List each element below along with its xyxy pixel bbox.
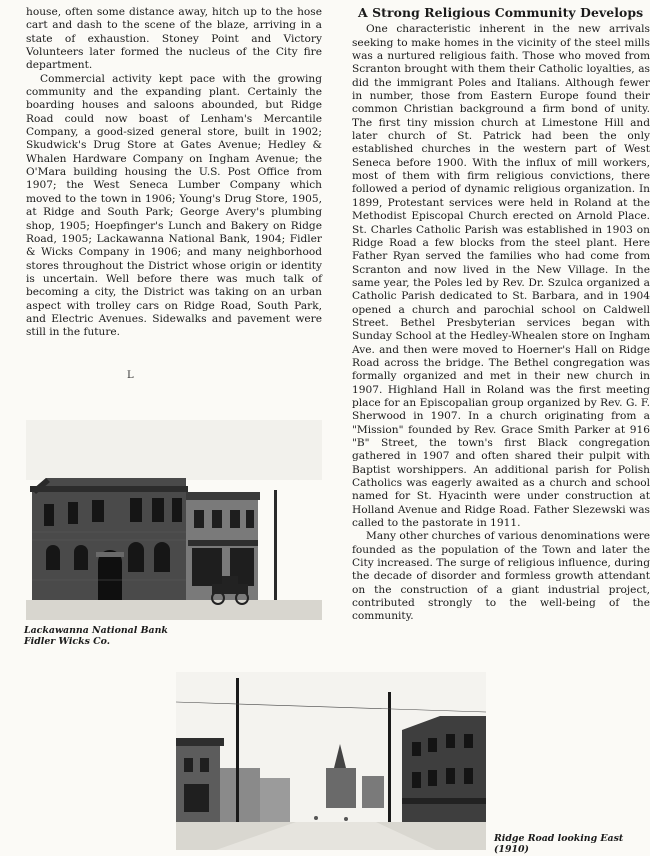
section-heading: A Strong Religious Community Develops bbox=[358, 5, 644, 20]
bank-caption-line-1: Lackawanna National Bank bbox=[24, 625, 168, 636]
bank-building-photo bbox=[26, 420, 322, 620]
left-column bbox=[26, 6, 322, 340]
left-paragraph-1: house, often some distance away, hitch up to the hose cart and dash to the scene of the blaze, arriving in a state of exhaustion. Stoney Point and Victory Volunteers later formed the nucleus of the City fire department. bbox=[26, 6, 322, 72]
left-paragraph-2: Commercial activity kept pace with the growing community and the expanding plant. Certainly the boarding houses and saloons abounded, but Ridge Road could now boast of Lenham's Mercantile Company, a good-sized general store, built in 1902; Skudwick's Drug Store at Gates Avenue; Hedley & Whalen Hardware Company on Ingham Avenue; the O'Mara building housing the U.S. Post Office from 1907; the West Seneca Lumber Company which moved to the town in 1906; Young's Drug Store, 1905, at Ridge and South Park; George Avery's plumbing shop, 1905; Hoepfinger's Lunch and Bakery on Ridge Road, 1905; Lackawanna National Bank, 1904; Fidler & Wicks Company in 1906; and many neighborhood stores throughout the District whose origin or identity is uncertain. Well before there was much talk of becoming a city, the District was taking on an urban aspect with trolley cars on Ridge Road, South Park, and Electric Avenues. Sidewalks and pavement were still in the future. bbox=[26, 72, 322, 339]
right-paragraph-2: Many other churches of various denominations were founded as the population of the Town and later the City increased. The surge of religious influence, during the decade of disorder and formless growth attendant on the construction of a giant industrial project, contributed strongly to the well-being of the community. bbox=[352, 530, 650, 623]
street-photo-caption: Ridge Road looking East (1910) bbox=[494, 833, 624, 855]
stray-mark: L bbox=[127, 370, 134, 381]
ridge-road-photo bbox=[176, 672, 486, 850]
right-column bbox=[352, 6, 650, 624]
bank-photo-caption bbox=[24, 625, 168, 647]
right-paragraph-1: One characteristic inherent in the new arrivals seeking to make homes in the vicinity of the steel mills was a nurtured religious faith. Those who moved from Scranton brought with them their Catholic loyalties, as did the immigrant Poles and Italians. Although fewer in number, those from Eastern Europe found their common Christian background a firm bond of unity. The first tiny mission church at Limestone Hill and later church of St. Patrick had been the only established churches in the western part of West Seneca before 1900. With the influx of mill workers, most of them with firm religious convictions, there followed a period of dynamic religious organization. In 1899, Protestant services were held in Roland at the Methodist Episcopal Church erected on Arnold Place. St. Charles Catholic Parish was established in 1903 on Ridge Road a few blocks from the steel plant. Here Father Ryan served the families who had come from Scranton and now lived in the New Village. In the same year, the Poles led by Rev. Dr. Szulca organized a Catholic Parish dedicated to St. Barbara, and in 1904 opened a church and parochial school on Caldwell Street. Bethel Presbyterian services began with Sunday School at the Hedley-Whealen store on Ingham Ave. and then were moved to Hoerner's Hall on Ridge Road across the bridge. The Bethel congregation was formally organized and met in their new church in 1907. Highland Hall in Roland was the first meeting place for an Episcopalian group organized by Rev. G. F. Sherwood in 1907. In a church originating from a "Mission" founded by Rev. Grace Smith Parker at 916 "B" Street, the town's first Black congregation gathered in 1907 and often shared their pulpit with Baptist worshippers. An additional parish for Polish Catholics was eagerly awaited as a church and school named for St. Hyacinth were under construction at Holland Avenue and Ridge Road. Father Slezewski was called to the pastorate in 1911. bbox=[352, 23, 650, 530]
bank-caption-line-2: Fidler Wicks Co. bbox=[24, 636, 110, 647]
